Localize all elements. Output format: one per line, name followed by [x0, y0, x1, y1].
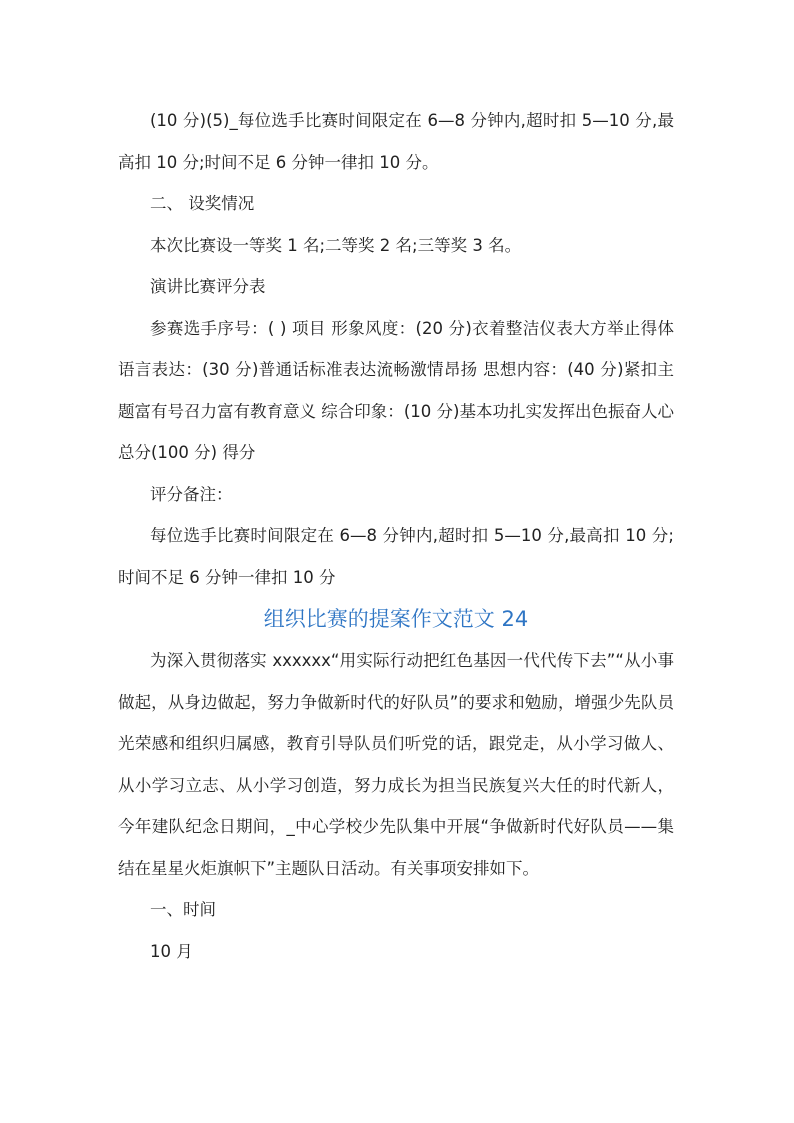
heading-scoring-notes: 评分备注：	[150, 484, 233, 504]
paragraph-time-value: 10 月	[150, 941, 193, 961]
paragraph-scoring-table: 参赛选手序号：( ) 项目 形象风度：(20 分)衣着整洁仪表大方举止得体 语言表达：(30 分)普通话标准表达流畅激情昂扬 思想内容：(40 分)紧扣主题富有号召力富有教育意义 综合印象：(10 分)基本功扎实发挥出色振奋人心 总分(100 分) 得分	[118, 318, 674, 462]
heading-scoring-table: 演讲比赛评分表	[150, 277, 266, 296]
section-title: 组织比赛的提案作文范文 24	[263, 607, 529, 631]
heading-awards: 二、 设奖情况	[150, 194, 255, 213]
paragraph-scoring-rule-5: (10 分)(5)_每位选手比赛时间限定在 6—8 分钟内,超时扣 5—10 分,最高扣 10 分;时间不足 6 分钟一律扣 10 分。	[118, 111, 674, 172]
document-page	[118, 100, 674, 972]
paragraph-awards: 本次比赛设一等奖 1 名;二等奖 2 名;三等奖 3 名。	[150, 235, 522, 255]
paragraph-intro: 为深入贯彻落实 xxxxxx“用实际行动把红色基因一代代传下去”“从小事做起，从身边做起，努力争做新时代的好队员”的要求和勉励，增强少先队员光荣感和组织归属感，教育引导队员们听党的话，跟党走，从小学习做人、从小学习立志、从小学习创造，努力成长为担当民族复兴大任的时代新人，今年建队纪念日期间，_中心学校少先队集中开展“争做新时代好队员——集结在星星火炬旗帜下”主题队日活动。有关事项安排如下。	[118, 651, 674, 878]
heading-time: 一、时间	[150, 900, 216, 919]
paragraph-scoring-notes: 每位选手比赛时间限定在 6—8 分钟内,超时扣 5—10 分,最高扣 10 分;时间不足 6 分钟一律扣 10 分	[118, 526, 674, 587]
